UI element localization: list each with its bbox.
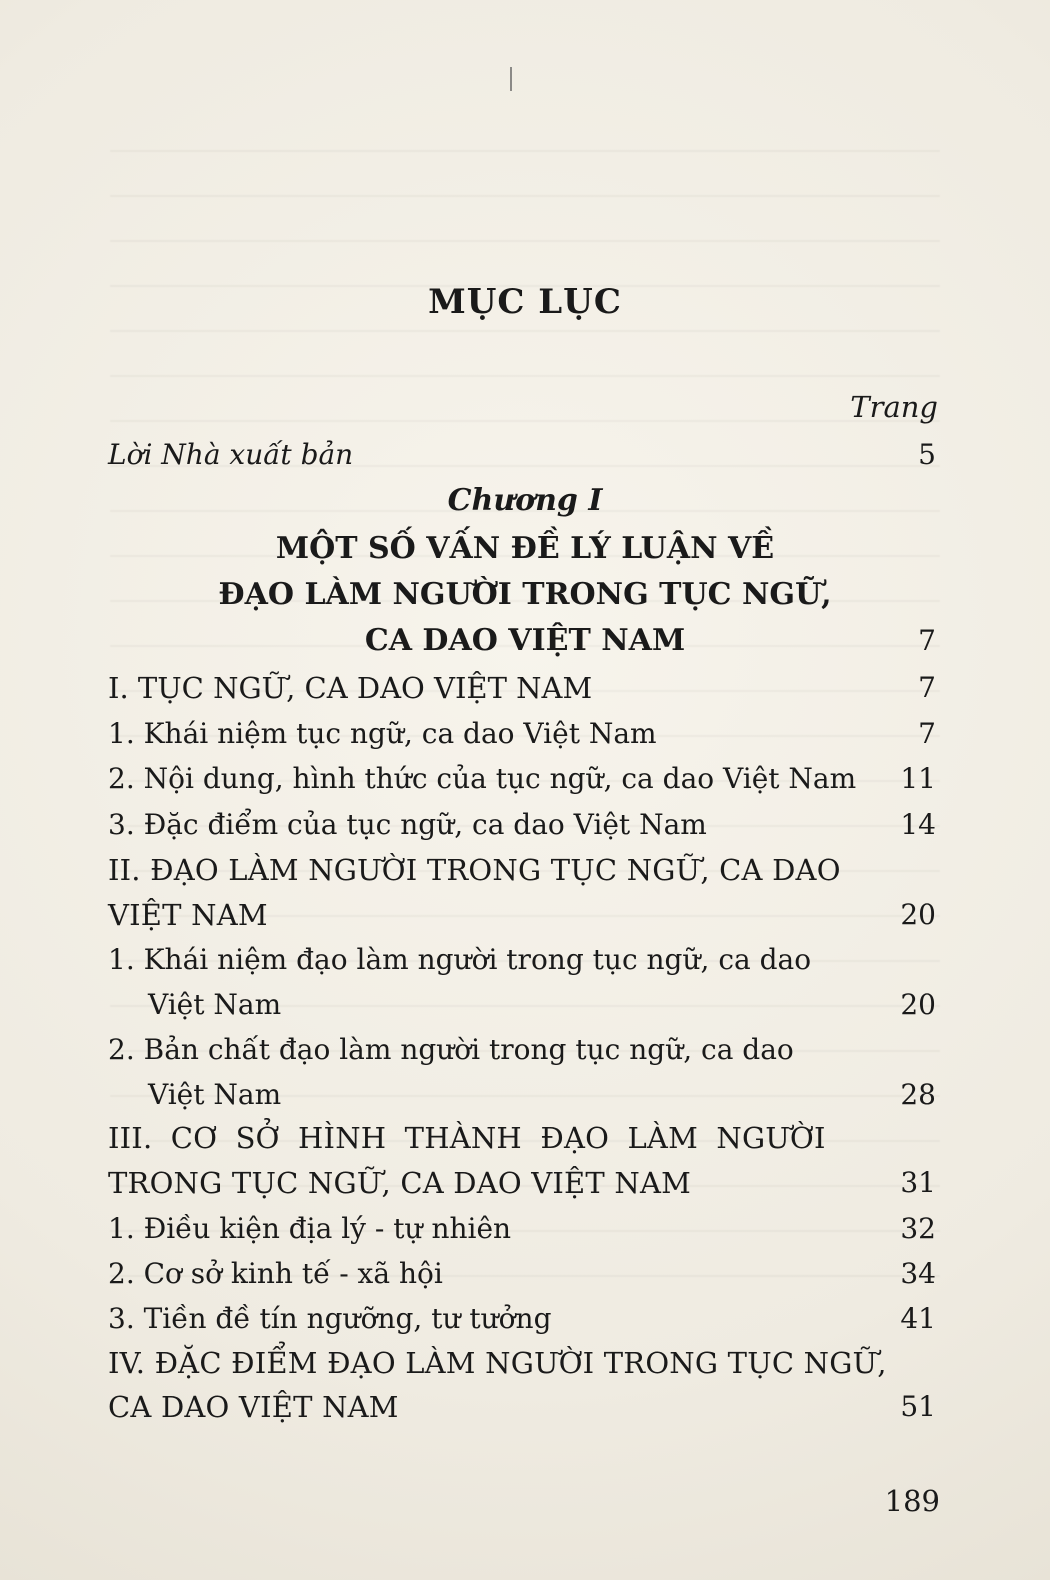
toc-chapter-title-line-3 — [0, 619, 1050, 663]
toc-entry-page: 51 — [900, 1390, 936, 1423]
chapter-title-line-1: MỘT SỐ VẤN ĐỀ LÝ LUẬN VỀ — [275, 531, 775, 566]
toc-entry-subsection-2-1-line-1 — [0, 938, 1050, 982]
toc-entry-page: 20 — [900, 988, 936, 1021]
toc-entry-section-2-line-2 — [0, 893, 1050, 937]
toc-chapter-label — [0, 479, 1050, 523]
toc-entry-page: 31 — [900, 1166, 936, 1199]
toc-entry-text: Việt Nam — [148, 988, 282, 1021]
toc-entry-page: 7 — [918, 717, 936, 750]
toc-entry-subsection-3-1 — [0, 1207, 1050, 1251]
toc-entry-text: 3. Đặc điểm của tục ngữ, ca dao Việt Nam — [108, 808, 707, 841]
toc-entry-text: I. TỤC NGỮ, CA DAO VIỆT NAM — [108, 671, 593, 705]
toc-entry-section-1 — [0, 666, 1050, 710]
chapter-title-line-2: ĐẠO LÀM NGƯỜI TRONG TỤC NGỮ, — [218, 577, 832, 612]
toc-entry-page: 5 — [918, 438, 936, 471]
toc-entry-section-2-line-1 — [0, 848, 1050, 892]
toc-entry-text: VIỆT NAM — [108, 898, 268, 932]
toc-chapter-title-line-2 — [0, 573, 1050, 617]
toc-entry-page: 11 — [900, 762, 936, 795]
toc-entry-subsection-1-3 — [0, 803, 1050, 847]
chapter-title-line-3: CA DAO VIỆT NAM — [364, 623, 686, 658]
toc-entry-page: 28 — [900, 1078, 936, 1111]
toc-entry-subsection-2-1-line-2 — [0, 983, 1050, 1027]
toc-entry-publisher-note — [0, 433, 1050, 477]
toc-entry-subsection-3-2 — [0, 1252, 1050, 1296]
toc-entry-text: IV. ĐẶC ĐIỂM ĐẠO LÀM NGƯỜI TRONG TỤC NGỮ, — [108, 1346, 887, 1380]
toc-entry-text: Việt Nam — [148, 1078, 282, 1111]
toc-entry-text: 3. Tiền đề tín ngưỡng, tư tưởng — [108, 1302, 552, 1335]
toc-entry-text: 2. Bản chất đạo làm người trong tục ngữ, ca dao — [108, 1033, 794, 1066]
toc-entry-text: 1. Điều kiện địa lý - tự nhiên — [108, 1212, 512, 1245]
page-column-label: Trang — [850, 390, 938, 424]
toc-entry-text: CA DAO VIỆT NAM — [108, 1390, 399, 1424]
toc-entry-subsection-2-2-line-1 — [0, 1028, 1050, 1072]
page-number: 189 — [884, 1484, 940, 1518]
chapter-label: Chương I — [447, 483, 603, 518]
toc-entry-subsection-1-1 — [0, 712, 1050, 756]
page-mark — [510, 67, 512, 91]
toc-entry-text: III. CƠ SỞ HÌNH THÀNH ĐẠO LÀM NGƯỜI — [108, 1121, 826, 1155]
toc-entry-subsection-1-2 — [0, 757, 1050, 801]
toc-entry-text: 2. Nội dung, hình thức của tục ngữ, ca dao Việt Nam — [108, 762, 857, 795]
toc-chapter-title-line-1 — [0, 527, 1050, 571]
toc-entry-page: 41 — [900, 1302, 936, 1335]
toc-entry-page: 34 — [900, 1257, 936, 1290]
toc-entry-subsection-3-3 — [0, 1297, 1050, 1341]
toc-entry-subsection-2-2-line-2 — [0, 1073, 1050, 1117]
toc-entry-page: 7 — [918, 624, 936, 657]
toc-entry-text: 1. Khái niệm đạo làm người trong tục ngữ, ca dao — [108, 943, 812, 976]
toc-entry-page: 32 — [900, 1212, 936, 1245]
toc-entry-text: TRONG TỤC NGỮ, CA DAO VIỆT NAM — [108, 1166, 691, 1200]
toc-entry-text: Lời Nhà xuất bản — [108, 438, 354, 471]
toc-entry-section-3-line-1 — [0, 1116, 1050, 1160]
toc-entry-page: 7 — [918, 671, 936, 704]
page-title: MỤC LỤC — [428, 282, 622, 322]
toc-entry-page: 20 — [900, 898, 936, 931]
toc-entry-section-4-line-2 — [0, 1385, 1050, 1429]
toc-entry-section-3-line-2 — [0, 1161, 1050, 1205]
toc-entry-text: II. ĐẠO LÀM NGƯỜI TRONG TỤC NGỮ, CA DAO — [108, 853, 841, 887]
toc-entry-text: 1. Khái niệm tục ngữ, ca dao Việt Nam — [108, 717, 657, 750]
toc-entry-text: 2. Cơ sở kinh tế - xã hội — [108, 1257, 443, 1290]
toc-entry-section-4-line-1 — [0, 1341, 1050, 1385]
toc-entry-page: 14 — [900, 808, 936, 841]
